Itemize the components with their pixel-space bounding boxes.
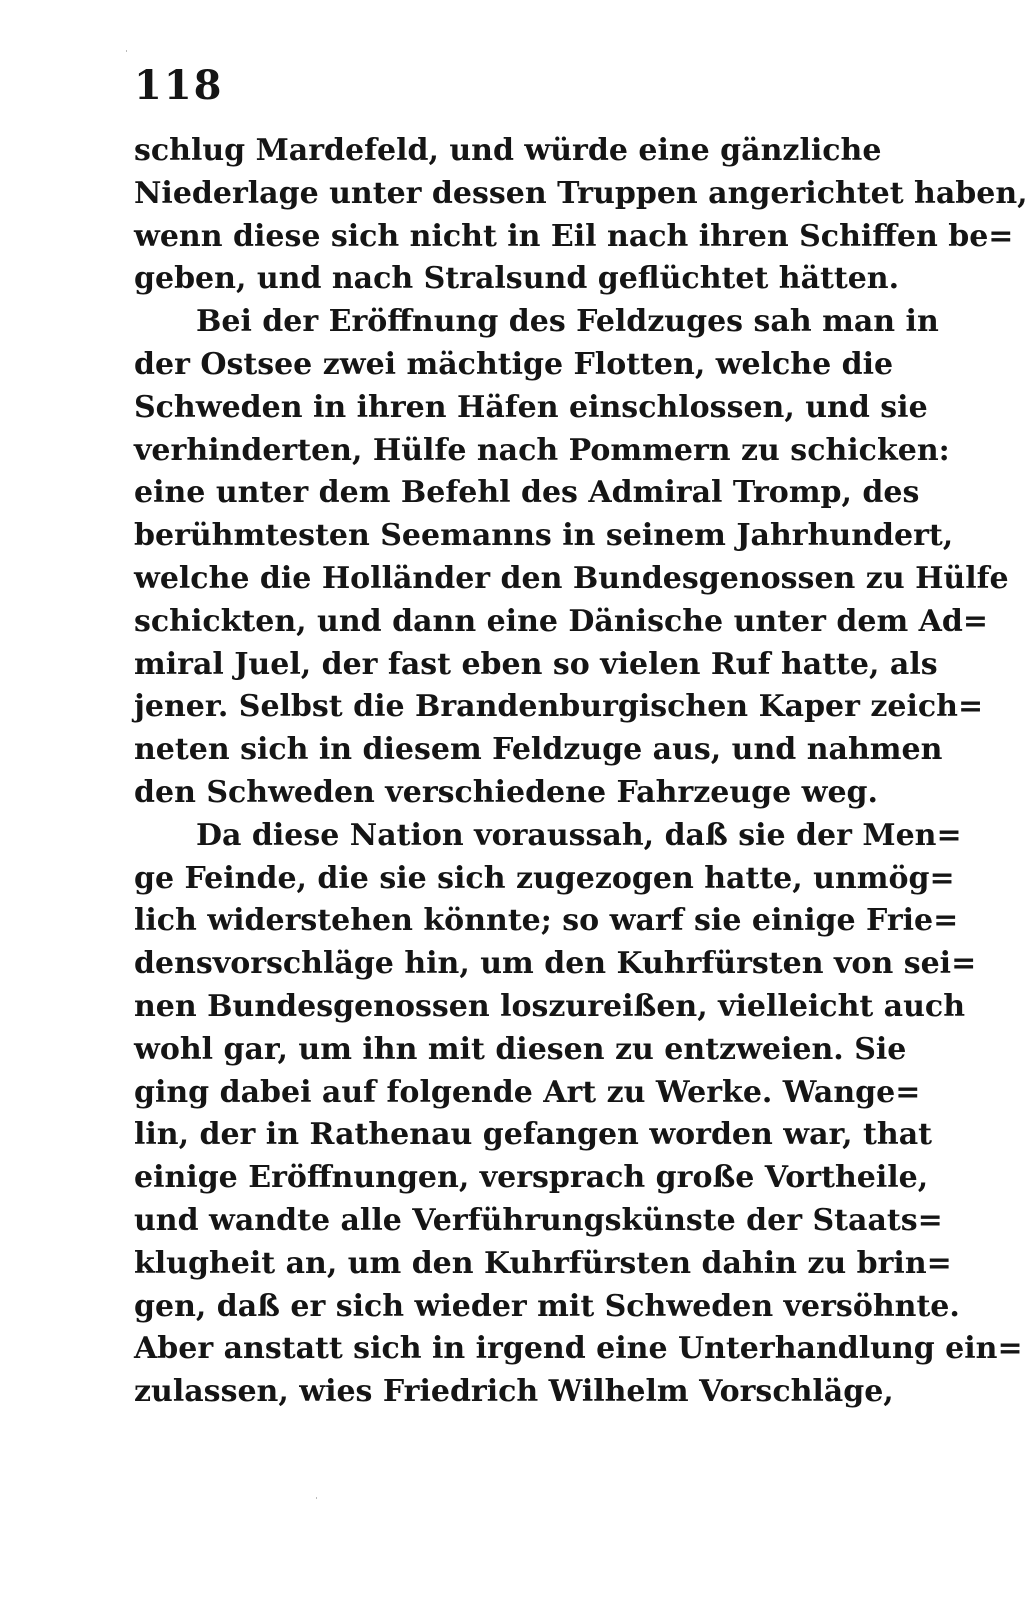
paragraph-start-line: Da diese Nation voraussah, daß sie der Men=: [196, 817, 962, 853]
text-line: schickten, und dann eine Dänische unter dem Ad=: [134, 603, 989, 639]
text-line: lin, der in Rathenau gefangen worden war, that: [134, 1117, 933, 1153]
text-line: gen, daß er sich wieder mit Schweden versöhnte.: [134, 1288, 960, 1324]
text-line: neten sich in diesem Feldzuge aus, und nahmen: [134, 732, 943, 768]
paragraph-start-line: Bei der Eröffnung des Feldzuges sah man in: [196, 304, 939, 340]
text-line: und wandte alle Verführungskünste der Staats=: [134, 1202, 943, 1238]
text-line: ge Feinde, die sie sich zugezogen hatte, unmög=: [134, 860, 955, 896]
paragraph-end-line: geben, und nach Stralsund geflüchtet hätten.: [134, 261, 900, 297]
text-line: Schweden in ihren Häfen einschlossen, und sie: [134, 389, 928, 425]
text-line: welche die Holländer den Bundesgenossen zu Hülfe: [134, 560, 1009, 596]
body-text: [134, 130, 1028, 1414]
text-line: ging dabei auf folgende Art zu Werke. Wange=: [134, 1074, 921, 1110]
text-line: jener. Selbst die Brandenburgischen Kaper zeich=: [134, 689, 984, 725]
text-line: berühmtesten Seemanns in seinem Jahrhundert,: [134, 518, 954, 554]
text-line: densvorschläge hin, um den Kuhrfürsten von sei=: [134, 946, 977, 982]
paragraph-end-line: den Schweden verschiedene Fahrzeuge weg.: [134, 774, 878, 810]
text-line: wenn diese sich nicht in Eil nach ihren Schiffen be=: [134, 218, 1014, 254]
text-line: eine unter dem Befehl des Admiral Tromp, des: [134, 475, 920, 511]
text-line: Niederlage unter dessen Truppen angerichtet haben,: [134, 175, 1028, 211]
paper-speck: [126, 50, 127, 52]
text-line: verhinderten, Hülfe nach Pommern zu schicken:: [134, 432, 950, 468]
paper-speck: [316, 1497, 317, 1499]
text-line: wohl gar, um ihn mit diesen zu entzweien. Sie: [134, 1031, 907, 1067]
page-number: 118: [134, 62, 224, 109]
text-line: nen Bundesgenossen loszureißen, vielleicht auch: [134, 988, 966, 1024]
text-line: der Ostsee zwei mächtige Flotten, welche die: [134, 346, 894, 382]
text-line: Aber anstatt sich in irgend eine Unterhandlung ein=: [134, 1331, 1023, 1367]
text-line: klugheit an, um den Kuhrfürsten dahin zu brin=: [134, 1245, 952, 1281]
text-line: miral Juel, der fast eben so vielen Ruf hatte, als: [134, 646, 938, 682]
text-line: schlug Mardefeld, und würde eine gänzliche: [134, 133, 882, 168]
text-line: zulassen, wies Friedrich Wilhelm Vorschläge,: [134, 1374, 894, 1410]
text-line: einige Eröffnungen, versprach große Vortheile,: [134, 1160, 929, 1196]
text-line: lich widerstehen könnte; so warf sie einige Frie=: [134, 903, 959, 939]
